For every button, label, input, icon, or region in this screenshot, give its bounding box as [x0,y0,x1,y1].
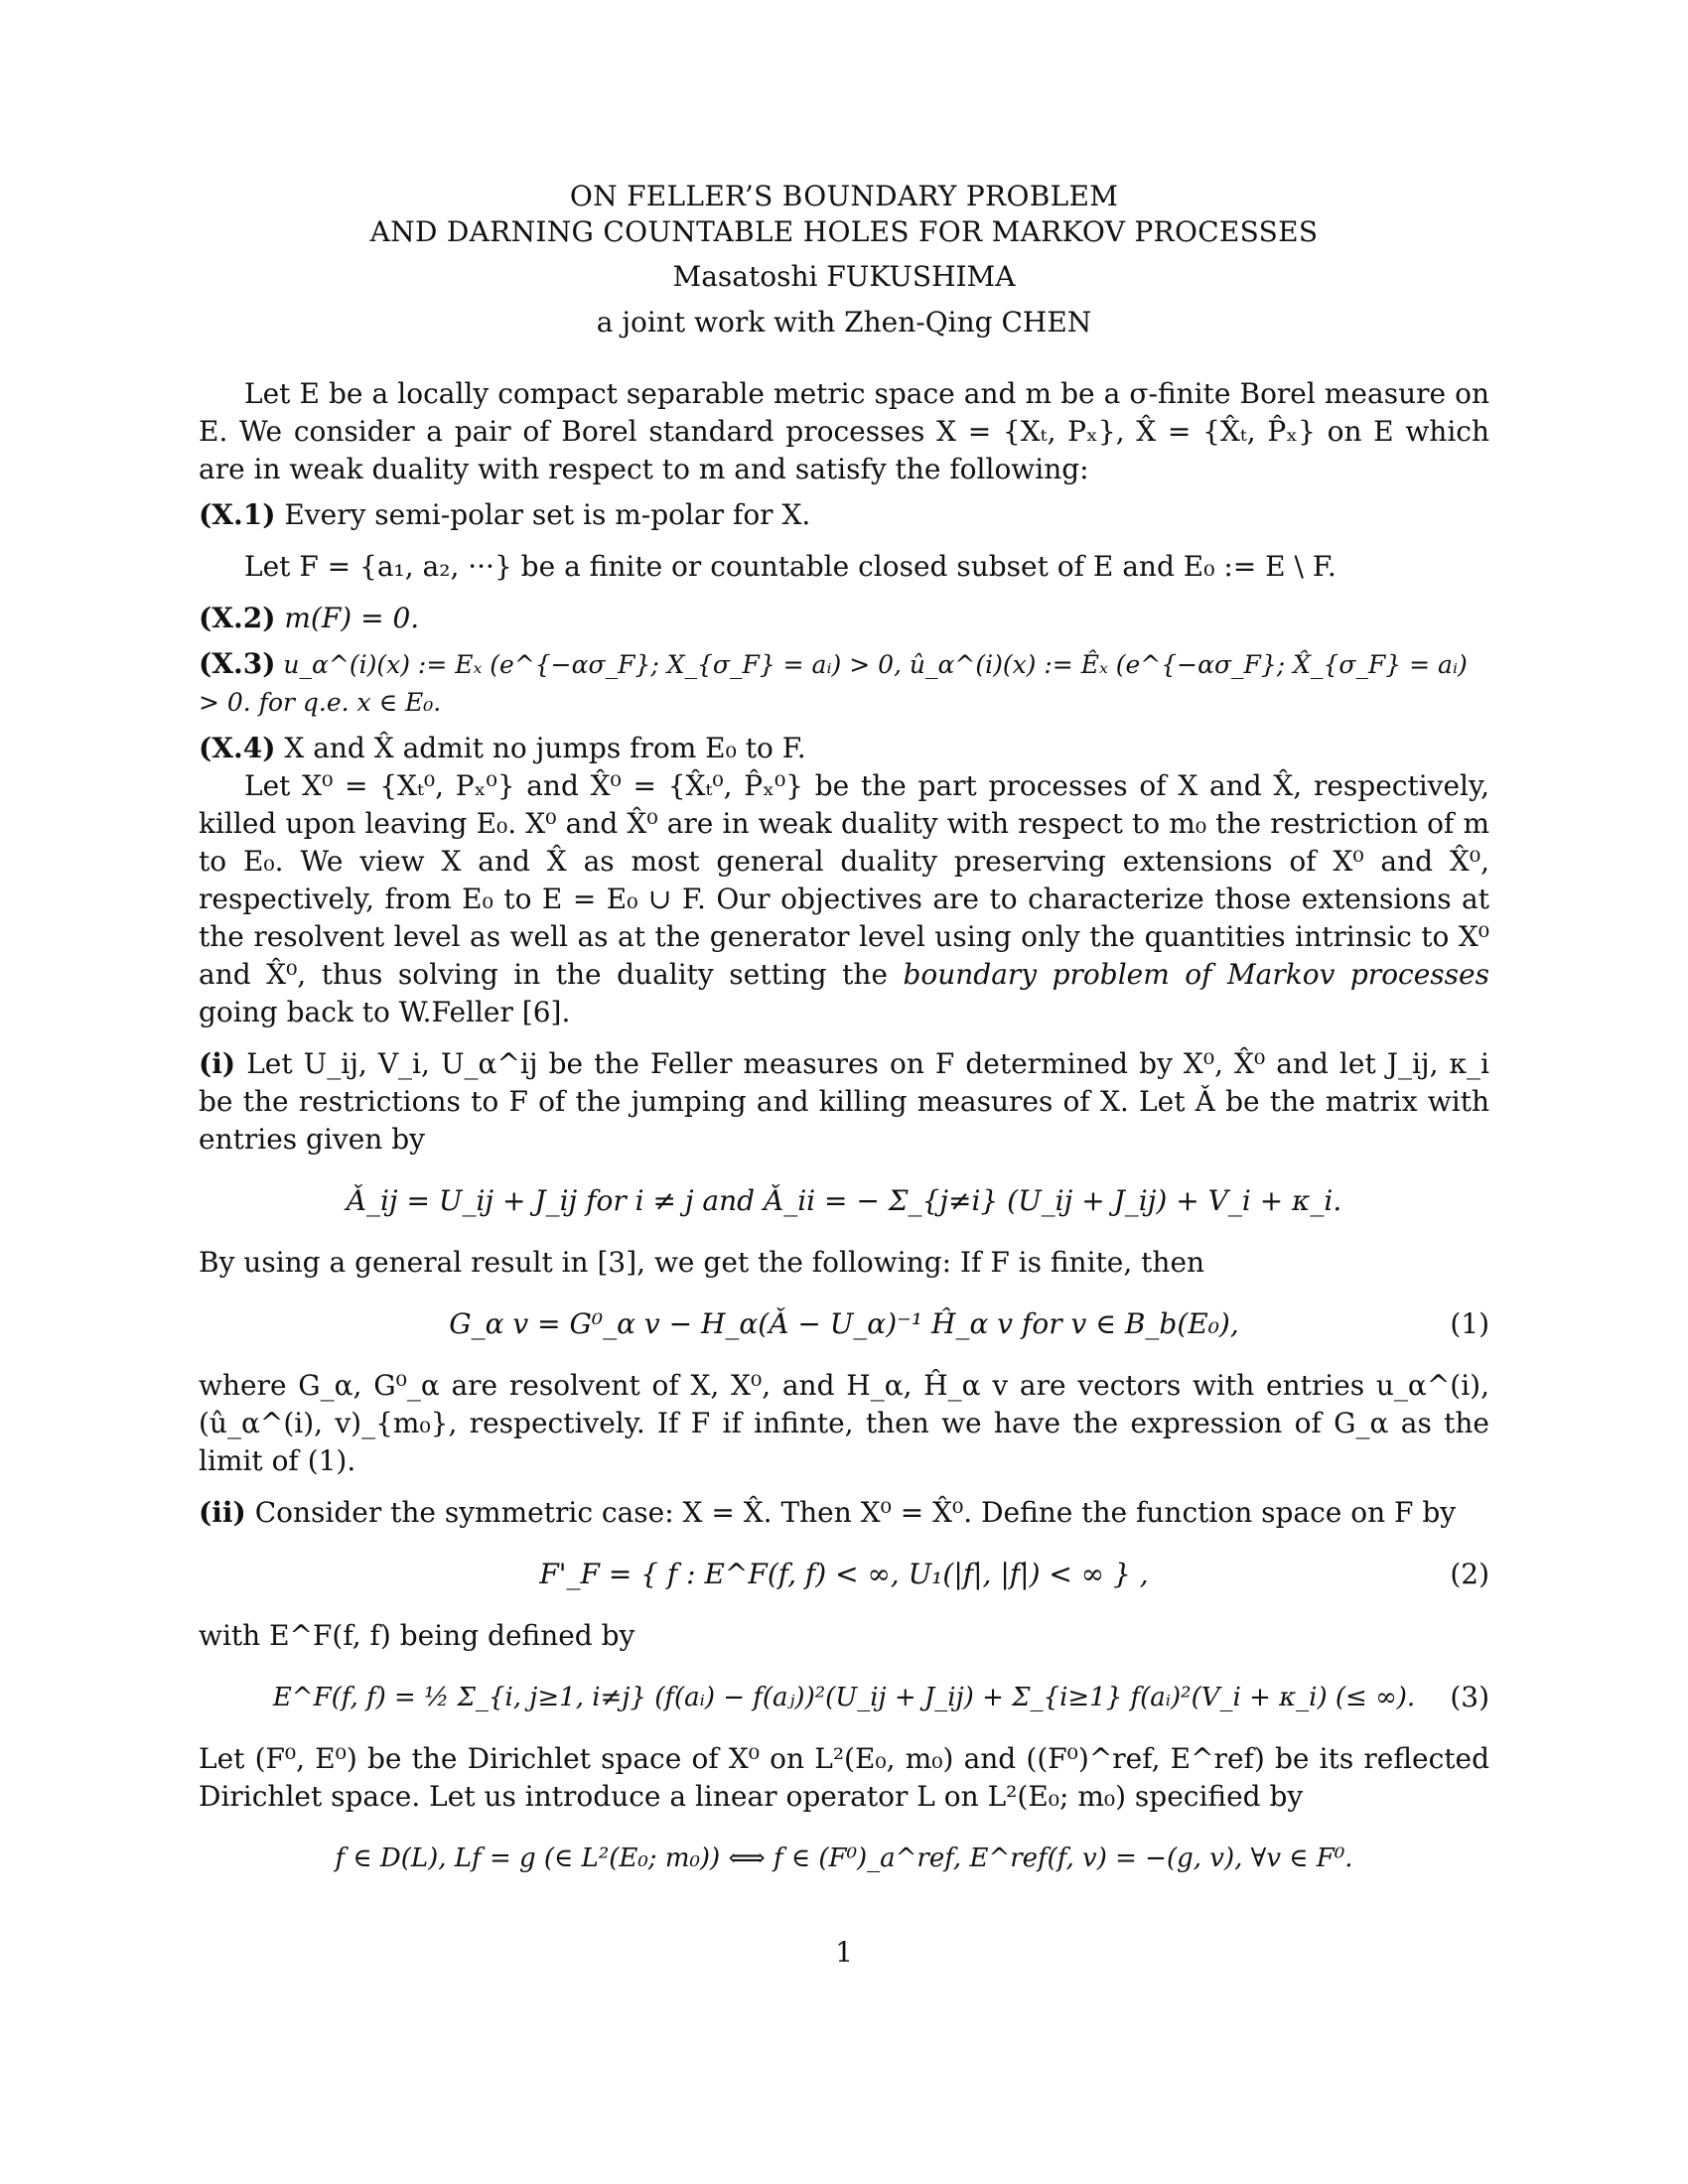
condition-x2 [199,600,1489,637]
condition-x4-label: (X.4) [199,732,276,764]
equation-3 [199,1679,1489,1716]
page-number: 1 [835,1936,853,1969]
condition-x2-label: (X.2) [199,602,276,634]
f-definition: Let F = {a₁, a₂, ···} be a finite or countable closed subset of E and E₀ := E \ F. [244,550,1336,583]
part-processes-text: Let X⁰ = {Xₜ⁰, Pₓ⁰} and X̂⁰ = {X̂ₜ⁰, P̂ₓ⁰} be the part processes of X and X̂, respectively, killed upon leaving E₀. X⁰ and X̂⁰ are in weak duality with respect to m₀ the restriction of m to E₀. We view X and X̂ as most general duality preserving extensions of X⁰ and X̂⁰, respectively, from E₀ to E = E₀ ∪ F. Our objectives are to characterize those extensions at the resolvent level as well as at the generator level using only the quantities intrinsic to X⁰ and X̂⁰, thus solving in the duality setting the [199,769,1489,991]
intro-paragraph: Let E be a locally compact separable metric space and m be a σ-finite Borel measure on E. We consider a pair of Borel standard processes X = {Xₜ, Pₓ}, X̂ = {X̂ₜ, P̂ₓ} on E which are in weak duality with respect to m and satisfy the following: [199,377,1489,485]
paper-page [199,179,1489,1901]
equation-3-text: E^F(f, f) = ½ Σ_{i, j≥1, i≠j} (f(aᵢ) − f(aⱼ))²(U_ij + J_ij) + Σ_{i≥1} f(aᵢ)²(V_i + κ_i) (≤ ∞). [272,1683,1416,1712]
part-processes-tail: going back to W.Feller [6]. [199,996,571,1028]
section-ii [199,1494,1489,1532]
equation-1 [199,1305,1489,1343]
author: Masatoshi FUKUSHIMA [672,260,1016,293]
condition-x1-text: Every semi-polar set is m-polar for X. [284,498,811,531]
equation-operator [199,1840,1489,1877]
condition-x3-text: u_α^(i)(x) := Eₓ (e^{−ασ_F}; X_{σ_F} = aᵢ) > 0, û_α^(i)(x) := Êₓ (e^{−ασ_F}; X̂_{σ_F} = aᵢ) > 0. for q.e. x ∈ E₀. [199,650,1468,717]
equation-2 [199,1556,1489,1593]
boundary-problem-emphasis: boundary problem of Markov processes [903,958,1489,991]
condition-x4-text: X and X̂ admit no jumps from E₀ to F. [284,732,806,764]
equation-matrix-entries-text: Ǎ_ij = U_ij + J_ij for i ≠ j and Ǎ_ii = − Σ_{j≠i} (U_ij + J_ij) + V_i + κ_i. [346,1184,1342,1217]
condition-x3-label: (X.3) [199,647,276,680]
paper-title [199,179,1489,250]
equation-3-number: (3) [1450,1681,1489,1713]
condition-x2-text: m(F) = 0. [284,602,420,634]
equation-1-number: (1) [1450,1307,1489,1340]
title-line-2: AND DARNING COUNTABLE HOLES FOR MARKOV PROCESSES [369,215,1319,248]
equation-matrix-entries [199,1182,1489,1220]
equation-1-text: G_α v = G⁰_α v − H_α(Ǎ − U_α)⁻¹ Ĥ_α v for v ∈ B_b(E₀), [449,1307,1239,1340]
section-ii-label: (ii) [199,1496,246,1529]
condition-x4 [199,730,1489,767]
equation-2-text: F'_F = { f : E^F(f, f) < ∞, U₁(|f|, |f|) < ∞ } , [539,1558,1149,1590]
part-processes-paragraph [199,767,1489,1031]
section-ii-text: Consider the symmetric case: X = X̂. Then X⁰ = X̂⁰. Define the function space on F by [254,1496,1457,1529]
title-line-1: ON FELLER’S BOUNDARY PROBLEM [569,180,1119,212]
dirichlet-space-paragraph: Let (F⁰, E⁰) be the Dirichlet space of X⁰ on L²(E₀, m₀) and ((F⁰)^ref, E^ref) be its reflected Dirichlet space. Let us introduce a linear operator L on L²(E₀; m₀) specified by [199,1742,1489,1813]
condition-x1-label: (X.1) [199,498,276,531]
condition-x3 [199,645,1489,722]
after-equation-1: where G_α, G⁰_α are resolvent of X, X⁰, and H_α, Ĥ_α v are vectors with entries u_α^(i), (û_α^(i), v)_{m₀}, respectively. If F if infinte, then we have the expression of G_α as the limit of (1). [199,1369,1489,1477]
with-definition-text: with E^F(f, f) being defined by [199,1619,635,1652]
section-i [199,1045,1489,1159]
section-i-text: Let U_ij, V_i, U_α^ij be the Feller measures on F determined by X⁰, X̂⁰ and let J_ij, κ_i be the restrictions to F of the jumping and killing measures of X. Let Ǎ be the matrix with entries given by [199,1047,1489,1156]
equation-2-number: (2) [1450,1558,1489,1590]
condition-x1 [199,496,1489,534]
general-result-text: By using a general result in [3], we get the following: If F is finite, then [199,1246,1205,1279]
section-i-label: (i) [199,1047,236,1080]
equation-operator-text: f ∈ D(L), Lf = g (∈ L²(E₀; m₀)) ⟺ f ∈ (F⁰)_a^ref, E^ref(f, v) = −(g, v), ∀v ∈ F⁰. [335,1843,1353,1873]
coauthor: a joint work with Zhen-Qing CHEN [596,306,1092,339]
